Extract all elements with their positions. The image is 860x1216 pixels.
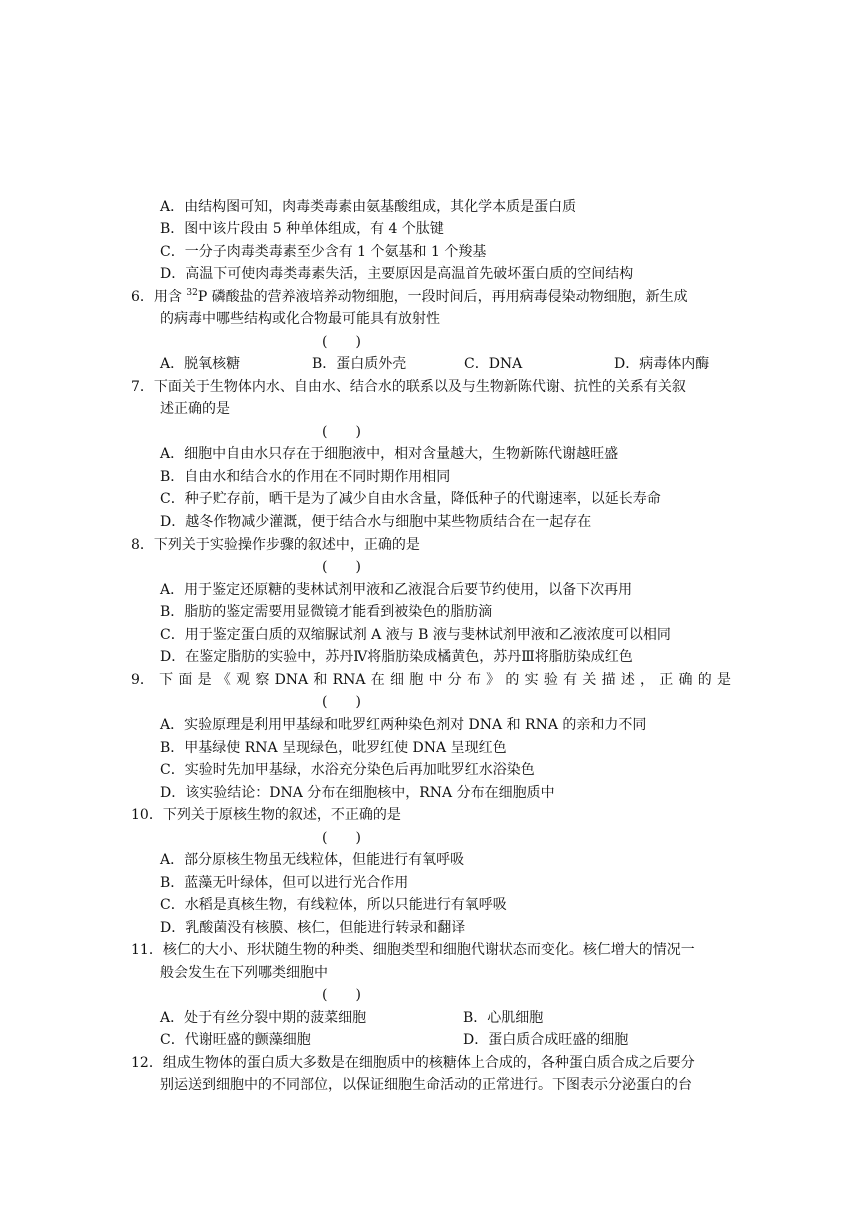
q9-stem-part: 是 (197, 672, 212, 688)
q9-stem-part: ， (640, 672, 655, 688)
q9-stem-part: 面 (178, 672, 193, 688)
q9-stem-part: 下 (159, 672, 174, 688)
q9-option-c: C．实验时先加甲基绿，水浴充分染色后再加吡罗红水浴染色 (160, 762, 535, 778)
q9-stem-part: 细 (390, 672, 404, 688)
q9-answer-paren: ( ) (322, 694, 361, 710)
q9-stem-part: 和 (313, 672, 328, 688)
q9-stem-part: 《 (216, 672, 231, 688)
q9-stem-part: 实 (524, 672, 539, 688)
q6-superscript: 32 (186, 288, 198, 298)
q9-stem-part: 在 (370, 672, 385, 688)
q6-answer-paren: ( ) (322, 334, 361, 350)
q7-answer-paren: ( ) (322, 424, 361, 440)
q8-stem: 8．下列关于实验操作步骤的叙述中，正确的是 (131, 537, 420, 553)
q7-option-b: B．自由水和结合水的作用在不同时期作用相同 (160, 469, 451, 485)
q6-stem-line2: 的病毒中哪些结构或化合物最可能具有放射性 (160, 311, 440, 327)
q11-option-d: D．蛋白质合成旺盛的细胞 (463, 1032, 629, 1048)
q9-stem-part: 胞 (409, 672, 424, 688)
q5-option-c: C．一分子肉毒类毒素至少含有 1 个氨基和 1 个羧基 (160, 244, 487, 260)
q9-stem-part: 关 (582, 672, 597, 688)
q9-stem-part: 描 (601, 672, 616, 688)
q9-stem-part: 的 (697, 672, 712, 688)
q10-option-b: B．蓝藻无叶绿体，但可以进行光合作用 (160, 875, 409, 891)
q10-stem: 10．下列关于原核生物的叙述，不正确的是 (131, 807, 401, 823)
q7-stem-line1: 7．下面关于生物体内水、自由水、结合水的联系以及与生物新陈代谢、抗性的关系有关叙 (131, 379, 686, 395)
q11-stem-line2: 般会发生在下列哪类细胞中 (160, 965, 328, 981)
q9-stem-part: 布 (466, 672, 481, 688)
q9-stem (131, 669, 731, 691)
q9-stem-part: RNA (332, 672, 366, 688)
q5-option-d: D．高温下可使肉毒类毒素失活，主要原因是高温首先破坏蛋白质的空间结构 (160, 266, 634, 282)
q11-stem-line1: 11．核仁的大小、形状随生物的种类、细胞类型和细胞代谢状态而变化。核仁增大的情况一 (131, 942, 695, 958)
q10-option-a: A．部分原核生物虽无线粒体，但能进行有氧呼吸 (160, 852, 465, 868)
q9-stem-part: DNA (274, 672, 309, 688)
q8-option-c: C．用于鉴定蛋白质的双缩脲试剂 A 液与 B 液与斐林试剂甲液和乙液浓度可以相同 (160, 627, 671, 643)
q5-option-b: B．图中该片段由 5 种单体组成，有 4 个肽键 (160, 221, 444, 237)
q9-stem-part: 确 (678, 672, 693, 688)
q12-stem-line2: 别运送到细胞中的不同部位，以保证细胞生命活动的正常进行。下图表示分泌蛋白的台 (160, 1077, 692, 1093)
q11-option-c: C．代谢旺盛的颤藻细胞 (160, 1032, 311, 1048)
q7-stem-line2: 述正确的是 (160, 401, 230, 417)
q9-stem-part: 9． (131, 672, 154, 688)
q9-option-b: B．甲基绿使 RNA 呈现绿色，吡罗红使 DNA 呈现红色 (160, 740, 507, 756)
q10-option-c: C．水稻是真核生物，有线粒体，所以只能进行有氧呼吸 (160, 897, 507, 913)
q6-options (160, 353, 740, 375)
q6-option-a: A．脱氧核糖 (160, 356, 241, 372)
q8-option-b: B．脂肪的鉴定需要用显微镜才能看到被染色的脂肪滴 (160, 604, 493, 620)
q12-stem-line1: 12．组成生物体的蛋白质大多数是在细胞质中的核糖体上合成的，各种蛋白质合成之后要分 (131, 1055, 695, 1071)
q10-answer-paren: ( ) (322, 830, 361, 846)
q6-option-b: B．蛋白质外壳 (312, 356, 407, 372)
q11-options-row1 (160, 1007, 680, 1029)
q6-stem-post: P 磷酸盐的营养液培养动物细胞，一段时间后，再用病毒侵染动物细胞，新生成 (197, 289, 688, 305)
q8-option-d: D．在鉴定脂肪的实验中，苏丹Ⅳ将脂肪染成橘黄色，苏丹Ⅲ将脂肪染成红色 (160, 649, 633, 665)
q6-stem-pre: 6．用含 (131, 289, 187, 305)
q7-option-d: D．越冬作物减少灌溉，便于结合水与细胞中某些物质结合在一起存在 (160, 514, 592, 530)
q8-option-a: A．用于鉴定还原糖的斐林试剂甲液和乙液混合后要节约使用，以备下次再用 (160, 582, 633, 598)
q6-stem (131, 286, 688, 308)
q9-stem-part: 分 (447, 672, 462, 688)
q7-option-c: C．种子贮存前，晒干是为了减少自由水含量，降低种子的代谢速率，以延长寿命 (160, 491, 661, 507)
q10-option-d: D．乳酸菌没有核膜、核仁，但能进行转录和翻译 (160, 920, 466, 936)
q6-option-c: C．DNA (464, 356, 523, 372)
q9-stem-part: 的 (505, 672, 520, 688)
q8-answer-paren: ( ) (322, 559, 361, 575)
q9-stem-part: 中 (428, 672, 443, 688)
q9-stem-part: 有 (563, 672, 578, 688)
q11-option-a: A．处于有丝分裂中期的菠菜细胞 (160, 1010, 367, 1026)
q11-options-row2 (160, 1029, 680, 1051)
q9-stem-part: 》 (486, 672, 501, 688)
q9-stem-part: 述 (620, 672, 635, 688)
q9-option-a: A．实验原理是利用甲基绿和吡罗红两种染色剂对 DNA 和 RNA 的亲和力不同 (160, 717, 647, 733)
q9-stem-part: 正 (659, 672, 674, 688)
q9-stem-part: 观 (236, 672, 251, 688)
q9-stem-part: 察 (255, 672, 270, 688)
q7-option-a: A．细胞中自由水只存在于细胞液中，相对含量越大，生物新陈代谢越旺盛 (160, 446, 619, 462)
q11-option-b: B．心肌细胞 (463, 1010, 544, 1026)
q9-stem-part: 是 (716, 672, 731, 688)
q9-stem-part: 验 (543, 672, 558, 688)
q11-answer-paren: ( ) (322, 987, 361, 1003)
q5-option-a: A．由结构图可知，肉毒类毒素由氨基酸组成，其化学本质是蛋白质 (160, 199, 577, 215)
q9-option-d: D．该实验结论：DNA 分布在细胞核中，RNA 分布在细胞质中 (160, 785, 555, 801)
q6-option-d: D．病毒体内酶 (614, 356, 710, 372)
